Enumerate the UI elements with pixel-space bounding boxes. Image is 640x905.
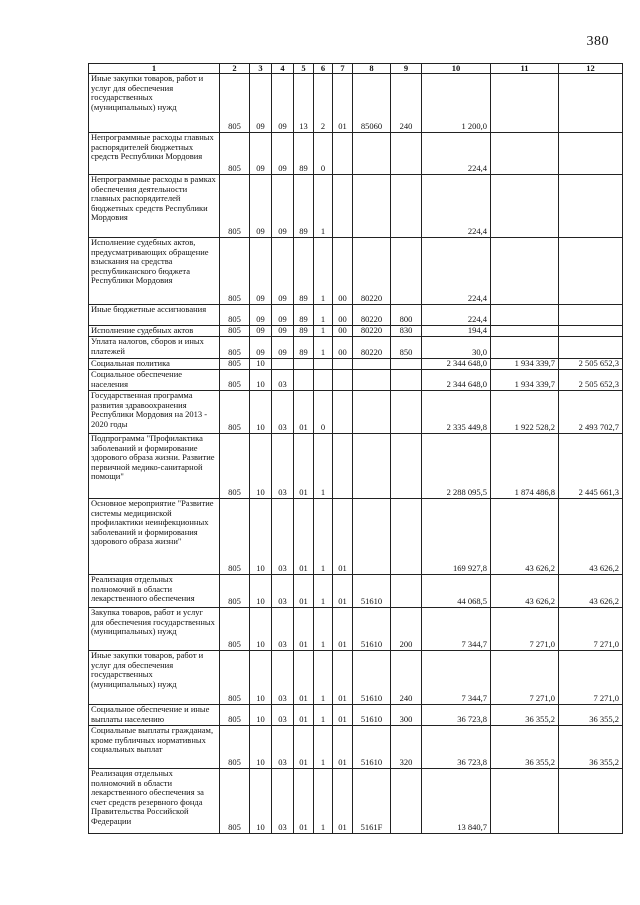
row-name: Социальные выплаты гражданам, кроме публичных нормативных социальных выплат [89, 726, 220, 769]
code-measure [333, 391, 353, 434]
row-name: Уплата налогов, сборов и иных платежей [89, 337, 220, 359]
amount-col-10: 2 344 648,0 [422, 359, 491, 370]
amount-col-10: 36 723,8 [422, 726, 491, 769]
column-header-10: 10 [422, 64, 491, 74]
code-direction: 85060 [353, 74, 391, 133]
code-measure: 00 [333, 305, 353, 326]
code-expense-type: 830 [391, 326, 422, 337]
code-grbs: 805 [220, 391, 250, 434]
amount-col-10: 7 344,7 [422, 608, 491, 651]
code-grbs: 805 [220, 370, 250, 391]
code-direction [353, 391, 391, 434]
amount-col-10: 169 927,8 [422, 499, 491, 575]
code-measure [333, 175, 353, 238]
code-subprogram [314, 359, 333, 370]
code-subsection: 03 [272, 391, 294, 434]
column-header-12: 12 [559, 64, 623, 74]
code-direction: 80220 [353, 238, 391, 305]
code-direction [353, 175, 391, 238]
code-grbs: 805 [220, 337, 250, 359]
amount-col-12 [559, 337, 623, 359]
column-header-1: 1 [89, 64, 220, 74]
row-name: Основное мероприятие "Развитие системы медицинской профилактики неинфекционных заболеваний и формирования здорового образа жизни" [89, 499, 220, 575]
code-expense-type [391, 175, 422, 238]
amount-col-12: 43 626,2 [559, 499, 623, 575]
code-measure: 01 [333, 726, 353, 769]
amount-col-10: 44 068,5 [422, 575, 491, 608]
table-row [89, 175, 623, 238]
amount-col-10: 7 344,7 [422, 651, 491, 705]
code-program: 01 [294, 575, 314, 608]
code-grbs: 805 [220, 726, 250, 769]
code-grbs: 805 [220, 359, 250, 370]
table-row [89, 608, 623, 651]
code-subprogram: 1 [314, 305, 333, 326]
code-grbs: 805 [220, 326, 250, 337]
code-grbs: 805 [220, 705, 250, 726]
code-expense-type [391, 238, 422, 305]
code-section: 10 [250, 434, 272, 499]
code-expense-type [391, 575, 422, 608]
code-subprogram: 1 [314, 705, 333, 726]
table-row [89, 391, 623, 434]
code-measure: 00 [333, 337, 353, 359]
code-grbs: 805 [220, 305, 250, 326]
code-direction [353, 434, 391, 499]
amount-col-12: 2 493 702,7 [559, 391, 623, 434]
code-section: 10 [250, 575, 272, 608]
row-name: Государственная программа развития здравоохранения Республики Мордовия на 2013 - 2020 годы [89, 391, 220, 434]
code-subsection: 03 [272, 434, 294, 499]
code-expense-type [391, 769, 422, 834]
code-program: 13 [294, 74, 314, 133]
code-expense-type [391, 434, 422, 499]
amount-col-11 [491, 133, 559, 175]
code-subprogram: 1 [314, 337, 333, 359]
amount-col-12 [559, 326, 623, 337]
amount-col-11 [491, 326, 559, 337]
table-row [89, 651, 623, 705]
code-subprogram: 1 [314, 608, 333, 651]
code-program: 01 [294, 608, 314, 651]
table-row [89, 74, 623, 133]
code-direction [353, 370, 391, 391]
amount-col-12 [559, 769, 623, 834]
row-name: Иные бюджетные ассигнования [89, 305, 220, 326]
code-direction: 51610 [353, 726, 391, 769]
table-row [89, 370, 623, 391]
amount-col-12: 7 271,0 [559, 651, 623, 705]
amount-col-10: 1 200,0 [422, 74, 491, 133]
amount-col-11 [491, 769, 559, 834]
amount-col-11: 7 271,0 [491, 608, 559, 651]
amount-col-12: 2 445 661,3 [559, 434, 623, 499]
amount-col-10: 2 288 095,5 [422, 434, 491, 499]
code-subsection: 09 [272, 326, 294, 337]
code-subsection: 03 [272, 575, 294, 608]
row-name: Реализация отдельных полномочий в области лекарственного обеспечения [89, 575, 220, 608]
row-name: Подпрограмма "Профилактика заболеваний и формирование здорового образа жизни. Развитие первичной медико-санитарной помощи" [89, 434, 220, 499]
code-section: 09 [250, 337, 272, 359]
code-subsection [272, 359, 294, 370]
code-grbs: 805 [220, 434, 250, 499]
code-direction: 80220 [353, 337, 391, 359]
code-section: 09 [250, 305, 272, 326]
code-measure [333, 370, 353, 391]
code-expense-type: 800 [391, 305, 422, 326]
amount-col-12: 36 355,2 [559, 726, 623, 769]
code-grbs: 805 [220, 499, 250, 575]
code-subprogram: 1 [314, 326, 333, 337]
column-header-5: 5 [294, 64, 314, 74]
code-subsection: 09 [272, 238, 294, 305]
amount-col-11 [491, 337, 559, 359]
table-row [89, 434, 623, 499]
amount-col-10: 30,0 [422, 337, 491, 359]
code-measure: 01 [333, 499, 353, 575]
row-name: Социальное обеспечение населения [89, 370, 220, 391]
amount-col-11 [491, 74, 559, 133]
code-program: 89 [294, 133, 314, 175]
row-name: Непрограммные расходы в рамках обеспечения деятельности главных распорядителей бюджетных средств Республики Мордовия [89, 175, 220, 238]
code-section: 09 [250, 175, 272, 238]
code-section: 10 [250, 359, 272, 370]
amount-col-11 [491, 238, 559, 305]
code-subprogram [314, 370, 333, 391]
row-name: Социальное обеспечение и иные выплаты населению [89, 705, 220, 726]
code-expense-type: 240 [391, 74, 422, 133]
code-program: 01 [294, 499, 314, 575]
row-name: Социальная политика [89, 359, 220, 370]
code-subprogram: 0 [314, 133, 333, 175]
code-measure: 01 [333, 769, 353, 834]
row-name: Исполнение судебных актов [89, 326, 220, 337]
code-direction: 51610 [353, 608, 391, 651]
table-row [89, 575, 623, 608]
code-measure: 01 [333, 651, 353, 705]
code-grbs: 805 [220, 575, 250, 608]
code-subsection: 09 [272, 305, 294, 326]
code-section: 09 [250, 133, 272, 175]
amount-col-11: 36 355,2 [491, 705, 559, 726]
code-subsection: 03 [272, 769, 294, 834]
page-number: 380 [586, 34, 609, 49]
code-measure: 01 [333, 74, 353, 133]
code-expense-type [391, 133, 422, 175]
amount-col-10: 224,4 [422, 238, 491, 305]
table-row [89, 499, 623, 575]
amount-col-11: 43 626,2 [491, 499, 559, 575]
amount-col-11: 43 626,2 [491, 575, 559, 608]
code-expense-type: 240 [391, 651, 422, 705]
row-name: Исполнение судебных актов, предусматривающих обращение взыскания на средства республиканского бюджета Республики Мордовия [89, 238, 220, 305]
code-program: 01 [294, 705, 314, 726]
code-subsection: 03 [272, 726, 294, 769]
code-section: 10 [250, 726, 272, 769]
table-row [89, 305, 623, 326]
column-header-7: 7 [333, 64, 353, 74]
amount-col-11 [491, 175, 559, 238]
code-section: 10 [250, 391, 272, 434]
table-row [89, 359, 623, 370]
code-section: 09 [250, 238, 272, 305]
header-row [89, 64, 623, 74]
code-subprogram: 1 [314, 499, 333, 575]
code-program: 01 [294, 434, 314, 499]
amount-col-10: 224,4 [422, 305, 491, 326]
amount-col-11: 1 934 339,7 [491, 370, 559, 391]
table-row [89, 337, 623, 359]
amount-col-12 [559, 238, 623, 305]
code-direction: 51610 [353, 575, 391, 608]
amount-col-11 [491, 305, 559, 326]
code-subsection: 09 [272, 74, 294, 133]
code-program: 01 [294, 651, 314, 705]
amount-col-10: 2 344 648,0 [422, 370, 491, 391]
table-row [89, 133, 623, 175]
table-row [89, 238, 623, 305]
code-program [294, 359, 314, 370]
code-grbs: 805 [220, 175, 250, 238]
code-program: 01 [294, 391, 314, 434]
code-subprogram: 1 [314, 575, 333, 608]
amount-col-11: 7 271,0 [491, 651, 559, 705]
code-section: 10 [250, 608, 272, 651]
code-subprogram: 0 [314, 391, 333, 434]
code-section: 09 [250, 326, 272, 337]
code-grbs: 805 [220, 133, 250, 175]
amount-col-10: 194,4 [422, 326, 491, 337]
code-measure [333, 133, 353, 175]
amount-col-12: 7 271,0 [559, 608, 623, 651]
column-header-9: 9 [391, 64, 422, 74]
column-header-11: 11 [491, 64, 559, 74]
code-subsection: 09 [272, 175, 294, 238]
code-direction: 80220 [353, 326, 391, 337]
column-header-4: 4 [272, 64, 294, 74]
code-subsection: 09 [272, 133, 294, 175]
code-direction [353, 499, 391, 575]
code-expense-type [391, 391, 422, 434]
amount-col-12 [559, 74, 623, 133]
amount-col-11: 1 922 528,2 [491, 391, 559, 434]
code-grbs: 805 [220, 651, 250, 705]
amount-col-10: 224,4 [422, 175, 491, 238]
row-name: Иные закупки товаров, работ и услуг для обеспечения государственных (муниципальных) нужд [89, 74, 220, 133]
table-row [89, 705, 623, 726]
code-expense-type: 300 [391, 705, 422, 726]
code-subsection: 03 [272, 499, 294, 575]
amount-col-10: 224,4 [422, 133, 491, 175]
code-subsection: 03 [272, 651, 294, 705]
code-section: 10 [250, 705, 272, 726]
code-section: 10 [250, 651, 272, 705]
budget-table [88, 63, 623, 834]
code-program [294, 370, 314, 391]
code-expense-type [391, 370, 422, 391]
code-measure: 01 [333, 705, 353, 726]
code-program: 89 [294, 305, 314, 326]
code-subprogram: 1 [314, 175, 333, 238]
code-grbs: 805 [220, 74, 250, 133]
code-expense-type [391, 359, 422, 370]
amount-col-12 [559, 175, 623, 238]
code-program: 01 [294, 726, 314, 769]
amount-col-10: 13 840,7 [422, 769, 491, 834]
table-row [89, 769, 623, 834]
code-grbs: 805 [220, 238, 250, 305]
code-direction: 5161F [353, 769, 391, 834]
code-program: 01 [294, 769, 314, 834]
code-expense-type [391, 499, 422, 575]
code-subsection: 09 [272, 337, 294, 359]
row-name: Реализация отдельных полномочий в области лекарственного обеспечения за счет средств резервного фонда Правительства Российской Федерации [89, 769, 220, 834]
column-header-8: 8 [353, 64, 391, 74]
code-grbs: 805 [220, 769, 250, 834]
code-subprogram: 1 [314, 726, 333, 769]
table-body [89, 74, 623, 834]
code-expense-type: 200 [391, 608, 422, 651]
amount-col-12: 2 505 652,3 [559, 370, 623, 391]
code-subprogram: 1 [314, 434, 333, 499]
code-subprogram: 1 [314, 651, 333, 705]
code-direction: 51610 [353, 651, 391, 705]
code-subsection: 03 [272, 608, 294, 651]
code-program: 89 [294, 337, 314, 359]
amount-col-11: 36 355,2 [491, 726, 559, 769]
code-measure [333, 434, 353, 499]
code-measure: 01 [333, 608, 353, 651]
table-row [89, 726, 623, 769]
code-expense-type: 850 [391, 337, 422, 359]
code-expense-type: 320 [391, 726, 422, 769]
column-header-6: 6 [314, 64, 333, 74]
code-measure: 00 [333, 238, 353, 305]
amount-col-12 [559, 133, 623, 175]
code-section: 10 [250, 499, 272, 575]
code-subsection: 03 [272, 705, 294, 726]
code-direction [353, 133, 391, 175]
code-subprogram: 2 [314, 74, 333, 133]
amount-col-10: 36 723,8 [422, 705, 491, 726]
row-name: Иные закупки товаров, работ и услуг для обеспечения государственных (муниципальных) нужд [89, 651, 220, 705]
code-direction: 51610 [353, 705, 391, 726]
amount-col-12: 36 355,2 [559, 705, 623, 726]
column-header-3: 3 [250, 64, 272, 74]
code-program: 89 [294, 175, 314, 238]
column-header-2: 2 [220, 64, 250, 74]
code-direction [353, 359, 391, 370]
code-section: 10 [250, 769, 272, 834]
amount-col-12 [559, 305, 623, 326]
amount-col-12: 2 505 652,3 [559, 359, 623, 370]
amount-col-11: 1 934 339,7 [491, 359, 559, 370]
code-subsection: 03 [272, 370, 294, 391]
amount-col-10: 2 335 449,8 [422, 391, 491, 434]
amount-col-11: 1 874 486,8 [491, 434, 559, 499]
table-row [89, 326, 623, 337]
code-grbs: 805 [220, 608, 250, 651]
code-section: 10 [250, 370, 272, 391]
code-section: 09 [250, 74, 272, 133]
code-subprogram: 1 [314, 769, 333, 834]
row-name: Непрограммные расходы главных распорядителей бюджетных средств Республики Мордовия [89, 133, 220, 175]
code-direction: 80220 [353, 305, 391, 326]
code-measure: 01 [333, 575, 353, 608]
code-measure [333, 359, 353, 370]
code-subprogram: 1 [314, 238, 333, 305]
amount-col-12: 43 626,2 [559, 575, 623, 608]
code-measure: 00 [333, 326, 353, 337]
code-program: 89 [294, 238, 314, 305]
code-program: 89 [294, 326, 314, 337]
row-name: Закупка товаров, работ и услуг для обеспечения государственных (муниципальных) нужд [89, 608, 220, 651]
